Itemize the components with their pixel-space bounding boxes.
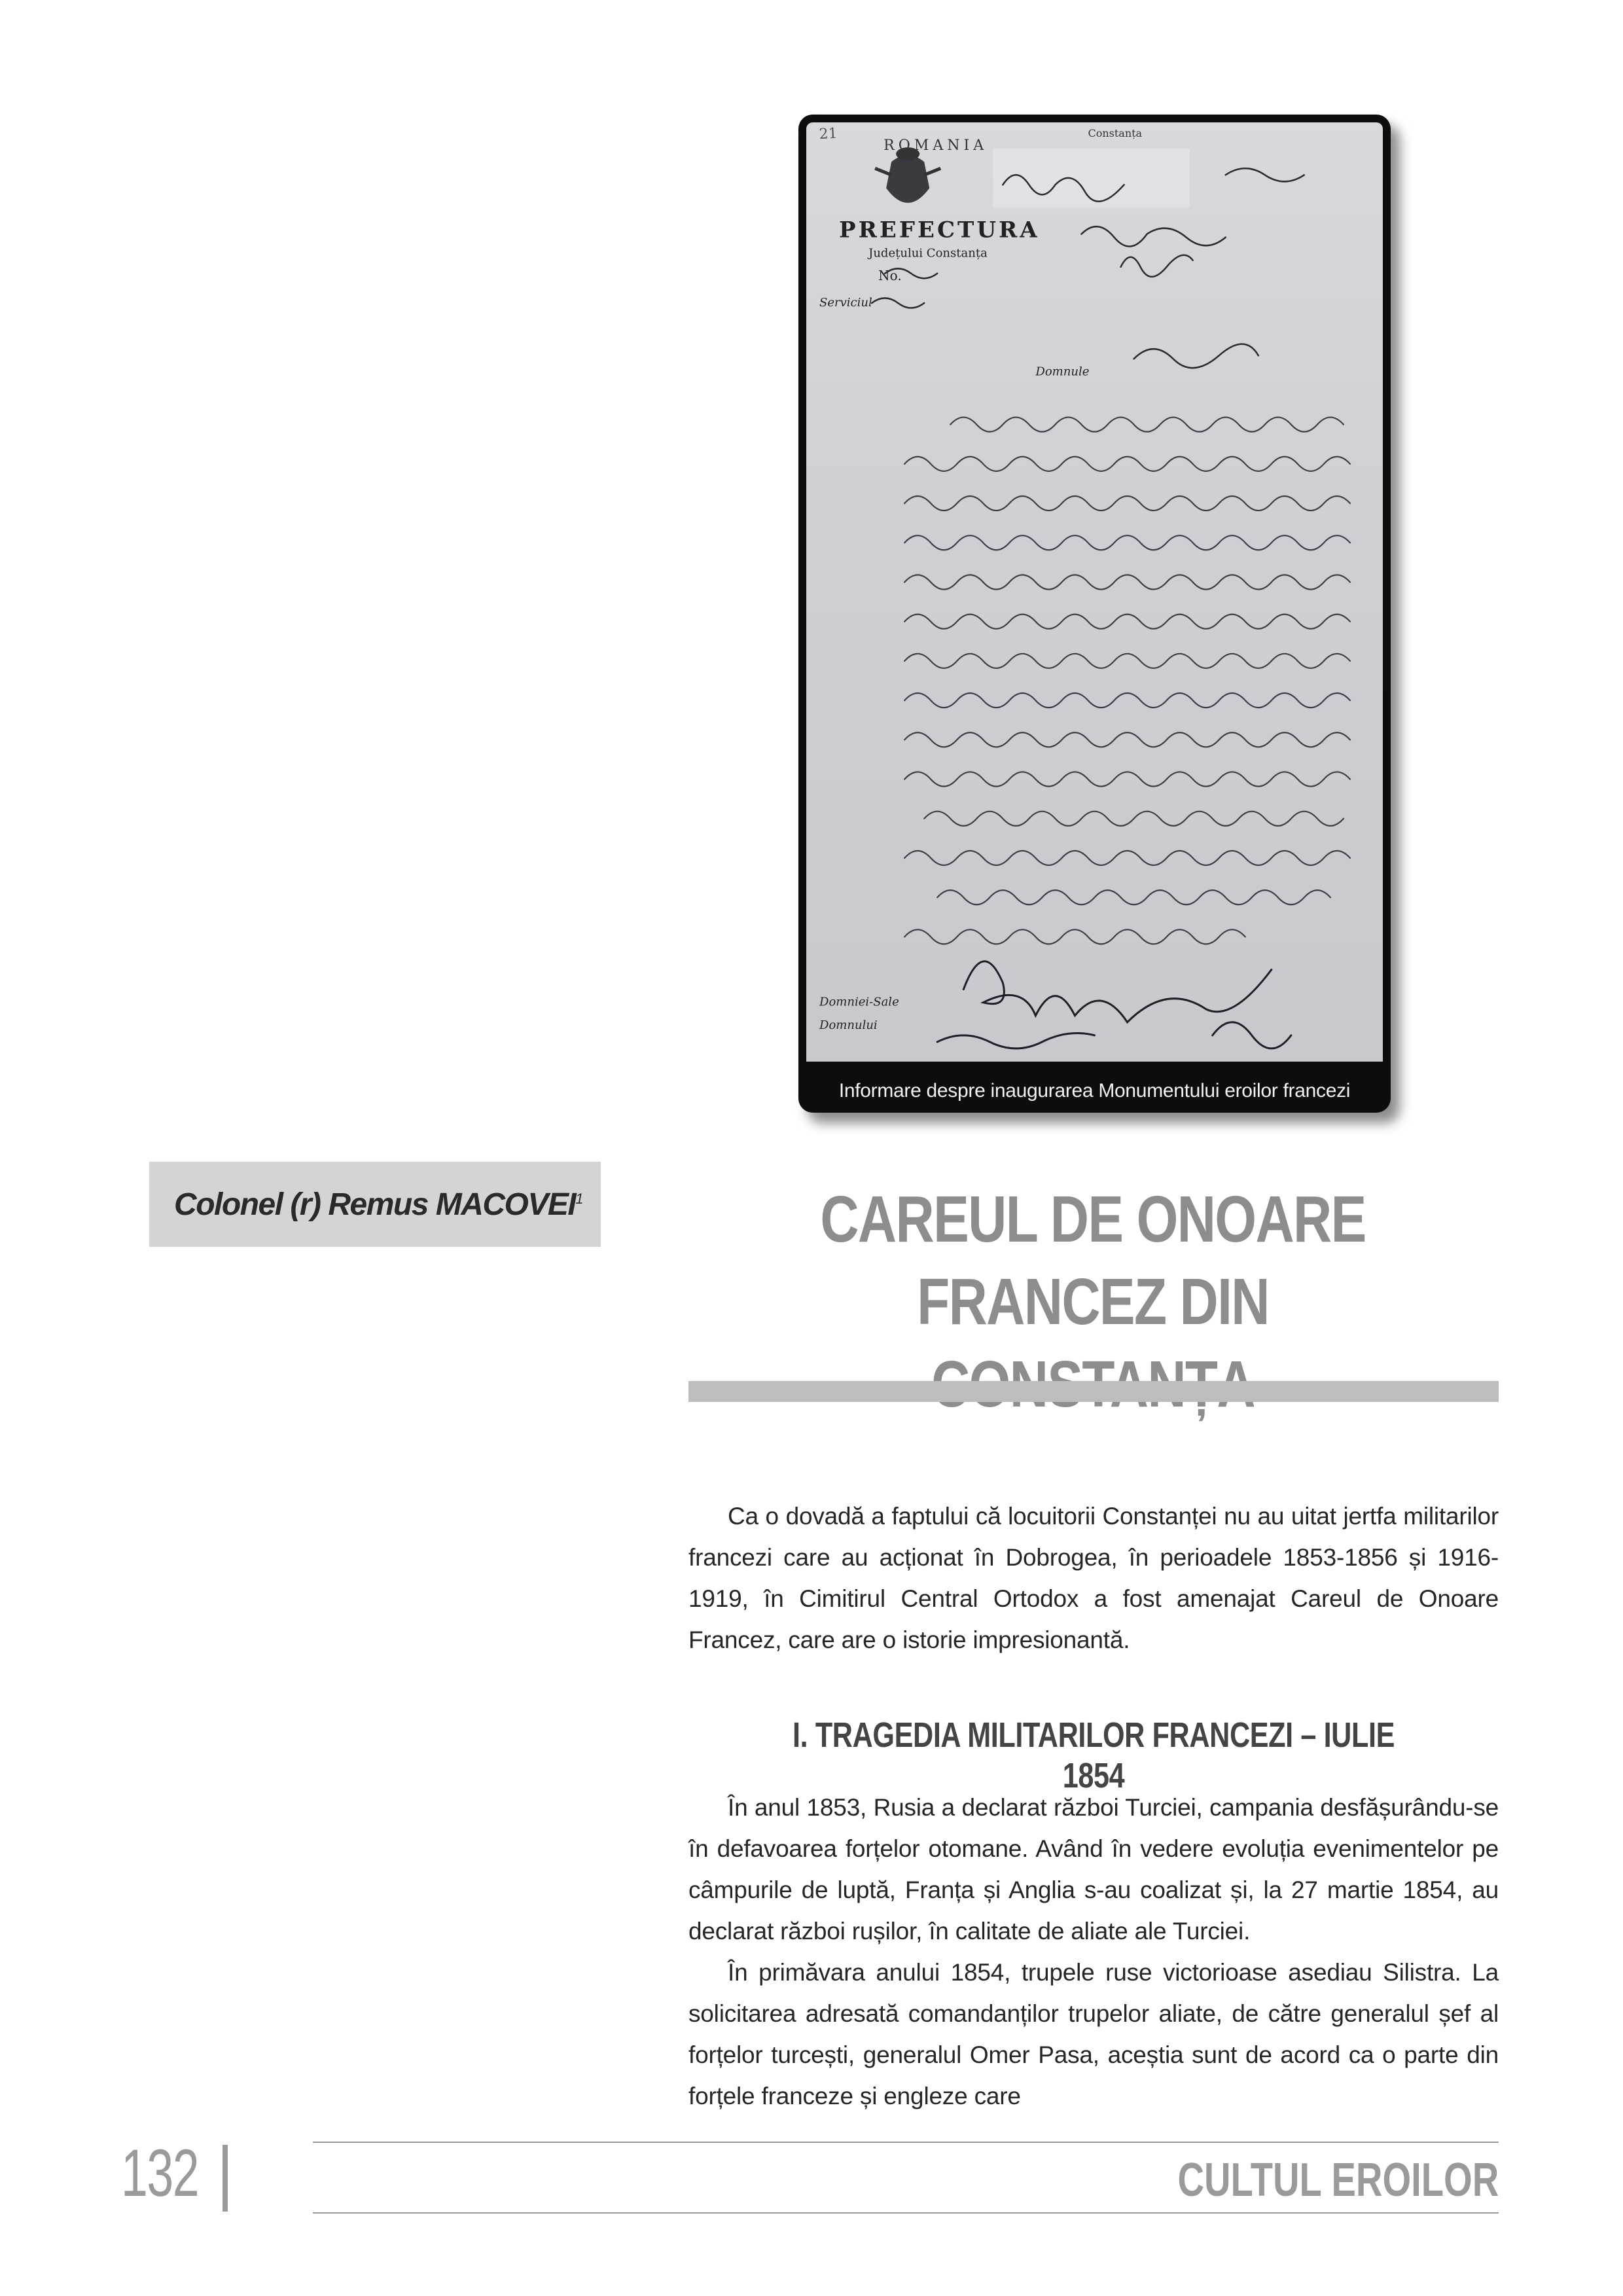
- author-box: [149, 1162, 601, 1247]
- photo-caption: Informare despre inaugurarea Monumentului eroilor francezi: [838, 1080, 1351, 1102]
- svg-text:No.: No.: [878, 267, 902, 283]
- handwritten-letter-illustration: [806, 122, 1383, 1062]
- coat-of-arms-icon: [875, 147, 940, 203]
- article-title: CAREUL DE ONOARE FRANCEZ DIN: [820, 1183, 1366, 1338]
- page-number: 132: [121, 2136, 199, 2210]
- author-footnote-marker[interactable]: 1: [575, 1190, 582, 1207]
- svg-text:Județului Constanța: Județului Constanța: [868, 246, 988, 260]
- svg-text:Domnului: Domnului: [819, 1018, 878, 1032]
- author-name: Colonel (r) Remus MACOVEI$^1$: [174, 1187, 582, 1222]
- svg-text:Constanța: Constanța: [1088, 127, 1143, 140]
- footer-rule-bottom: [313, 2212, 1499, 2214]
- title-divider: [688, 1381, 1499, 1402]
- section-paragraph: În anul 1853, Rusia a declarat război Turciei, campania desfășurându-se în defavoarea forțelor otomane. Având în vedere evoluția evenimentelor pe câmpurile de luptă, Franța și Anglia s-au coalizat și, la 27 martie 1854, au declarat război rușilor, în calitate de aliate ale Turciei.: [688, 1794, 1499, 1945]
- archival-letter-image: [806, 122, 1383, 1062]
- svg-text:ROMANIA: ROMANIA: [883, 137, 988, 154]
- section-paragraph: În primăvara anului 1854, trupele ruse victorioase asediau Silistra. La solicitarea adresată comandanților trupelor aliate, de către generalul șef al forțelor turcești, generalul Omer Pasa, aceștia sunt de acord ca o parte din forțele franceze și engleze care: [688, 1959, 1499, 2109]
- publication-title: CULTUL EROILOR: [1177, 2154, 1499, 2206]
- section-body: [688, 1787, 1499, 2117]
- svg-text:Domniei-Sale: Domniei-Sale: [819, 995, 899, 1009]
- svg-text:PREFECTURA: PREFECTURA: [839, 217, 1040, 243]
- svg-text:21: 21: [819, 125, 838, 143]
- svg-text:Domnule: Domnule: [1035, 365, 1090, 379]
- page-number-separator: [223, 2145, 228, 2212]
- footer-rule-top: [313, 2142, 1499, 2143]
- intro-paragraph: Ca o dovadă a faptului că locuitorii Constanței nu au uitat jertfa militarilor francezi care au acționat în Dobrogea, în perioadele 1853-1856 și 1916-1919, în Cimitirul Central Ortodox a fost amenajat Careul de Onoare Francez, care are o istorie impresionantă.: [688, 1503, 1499, 1653]
- svg-text:Serviciul: Serviciul: [819, 295, 872, 310]
- document-photo: [798, 115, 1391, 1113]
- section-heading: I. TRAGEDIA MILITARILOR FRANCEZI – IULIE 1854: [793, 1715, 1395, 1795]
